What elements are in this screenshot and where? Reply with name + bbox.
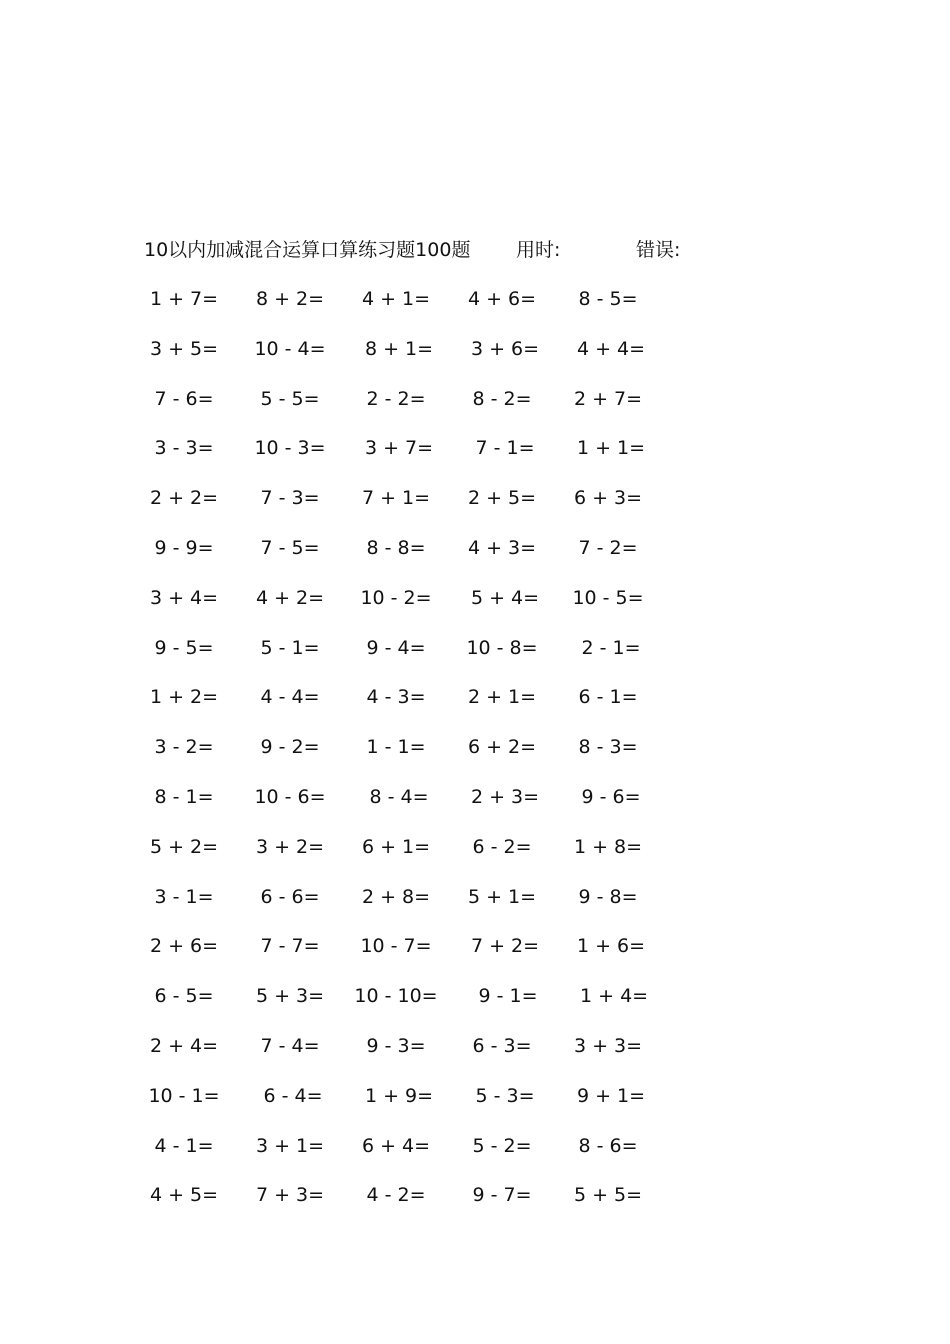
math-problem: 1 + 4=: [567, 985, 649, 1008]
math-problem: 8 - 3=: [578, 736, 638, 759]
math-problem: 10 - 3=: [254, 437, 326, 460]
math-problem: 3 - 1=: [154, 885, 214, 908]
math-problem: 8 - 5=: [578, 288, 638, 310]
math-problem: 7 + 2=: [464, 935, 540, 958]
math-problem: 7 - 3=: [260, 487, 320, 510]
problem-row: [0, 882, 950, 932]
math-problem: 2 + 2=: [149, 487, 219, 510]
math-problem: 3 + 6=: [464, 337, 540, 360]
math-problem: 2 + 3=: [464, 785, 540, 808]
problem-row: [0, 1180, 950, 1230]
math-problem: 3 + 2=: [255, 835, 325, 858]
math-problem: 10 - 6=: [254, 785, 326, 808]
math-problem: 10 - 4=: [254, 337, 326, 360]
problem-row: [0, 1081, 950, 1131]
math-problem: 2 + 1=: [467, 686, 537, 709]
math-problem: 5 + 1=: [467, 885, 537, 908]
problem-row: [0, 583, 950, 633]
math-problem: 5 + 3=: [255, 985, 325, 1008]
math-problem: 2 + 5=: [467, 487, 537, 510]
math-problem: 10 - 7=: [360, 935, 432, 958]
math-problem: 3 - 3=: [154, 437, 214, 460]
problem-row: [0, 732, 950, 782]
problem-row: [0, 433, 950, 483]
math-problem: 5 + 2=: [149, 835, 219, 858]
problem-grid: [0, 284, 950, 1230]
math-problem: 2 - 1=: [575, 636, 641, 659]
problem-row: [0, 981, 950, 1031]
math-problem: 6 + 1=: [361, 835, 431, 858]
math-problem: 1 - 1=: [366, 736, 426, 759]
math-problem: 4 + 1=: [361, 288, 431, 310]
math-problem: 6 - 6=: [260, 885, 320, 908]
math-problem: 6 - 1=: [578, 686, 638, 709]
math-problem: 3 + 3=: [573, 1034, 643, 1057]
math-problem: 9 - 4=: [366, 636, 426, 659]
problem-row: [0, 782, 950, 832]
math-problem: 6 - 5=: [154, 985, 214, 1008]
worksheet-header: [144, 236, 844, 264]
math-problem: 10 - 8=: [466, 636, 538, 659]
math-problem: 10 - 2=: [360, 586, 432, 609]
math-problem: 4 + 2=: [255, 586, 325, 609]
math-problem: 4 + 6=: [467, 288, 537, 310]
math-problem: 7 - 4=: [260, 1034, 320, 1057]
math-problem: 5 + 5=: [573, 1184, 643, 1207]
math-problem: 8 - 8=: [366, 536, 426, 559]
math-problem: 8 - 6=: [578, 1134, 638, 1157]
math-problem: 4 - 1=: [154, 1134, 214, 1157]
math-problem: 8 - 1=: [154, 785, 214, 808]
math-problem: 7 - 5=: [260, 536, 320, 559]
math-problem: 1 + 2=: [149, 686, 219, 709]
math-problem: 7 - 6=: [154, 387, 214, 410]
math-problem: 2 - 2=: [366, 387, 426, 410]
math-problem: 4 - 4=: [260, 686, 320, 709]
math-problem: 4 - 2=: [366, 1184, 426, 1207]
math-problem: 6 - 2=: [472, 835, 532, 858]
math-problem: 2 + 8=: [361, 885, 431, 908]
math-problem: 5 + 4=: [464, 586, 540, 609]
math-problem: 3 + 1=: [255, 1134, 325, 1157]
problem-row: [0, 1131, 950, 1181]
math-problem: 5 - 5=: [260, 387, 320, 410]
math-problem: 4 - 3=: [366, 686, 426, 709]
problem-row: [0, 832, 950, 882]
math-problem: 8 - 4=: [363, 785, 429, 808]
math-problem: 9 - 8=: [578, 885, 638, 908]
math-problem: 9 - 6=: [575, 785, 641, 808]
math-problem: 6 + 2=: [467, 736, 537, 759]
math-problem: 8 - 2=: [472, 387, 532, 410]
math-problem: 7 - 2=: [578, 536, 638, 559]
math-problem: 7 + 1=: [361, 487, 431, 510]
math-problem: 10 - 1=: [148, 1084, 220, 1107]
math-problem: 1 + 9=: [358, 1084, 434, 1107]
math-problem: 2 + 6=: [149, 935, 219, 958]
math-problem: 1 + 8=: [573, 835, 643, 858]
math-problem: 9 - 9=: [154, 536, 214, 559]
worksheet-title: 10以内加减混合运算口算练习题100题: [144, 239, 471, 261]
problem-row: [0, 682, 950, 732]
math-problem: 6 - 3=: [472, 1034, 532, 1057]
math-problem: 3 + 5=: [149, 337, 219, 360]
problem-row: [0, 633, 950, 683]
error-count-label: 错误:: [636, 239, 681, 261]
math-problem: 7 + 3=: [255, 1184, 325, 1207]
math-problem: 1 + 7=: [149, 288, 219, 310]
math-problem: 4 + 5=: [149, 1184, 219, 1207]
math-problem: 9 - 7=: [472, 1184, 532, 1207]
math-problem: 3 + 4=: [149, 586, 219, 609]
math-problem: 2 + 7=: [573, 387, 643, 410]
math-problem: 10 - 10=: [354, 985, 438, 1008]
math-problem: 4 + 4=: [570, 337, 646, 360]
math-problem: 9 - 2=: [260, 736, 320, 759]
math-problem: 7 - 7=: [260, 935, 320, 958]
problem-row: [0, 284, 950, 334]
math-problem: 1 + 6=: [570, 935, 646, 958]
math-problem: 9 + 1=: [570, 1084, 646, 1107]
math-problem: 9 - 3=: [366, 1034, 426, 1057]
math-problem: 6 - 4=: [257, 1084, 323, 1107]
problem-row: [0, 1031, 950, 1081]
math-problem: 3 - 2=: [154, 736, 214, 759]
time-used-label: 用时:: [516, 239, 561, 261]
problem-row: [0, 334, 950, 384]
math-problem: 5 - 1=: [260, 636, 320, 659]
math-problem: 10 - 5=: [572, 586, 644, 609]
math-problem: 4 + 3=: [467, 536, 537, 559]
math-problem: 5 - 2=: [472, 1134, 532, 1157]
math-problem: 7 - 1=: [469, 437, 535, 460]
problem-row: [0, 483, 950, 533]
math-problem: 8 + 1=: [358, 337, 434, 360]
math-problem: 3 + 7=: [358, 437, 434, 460]
math-problem: 8 + 2=: [255, 288, 325, 310]
problem-row: [0, 533, 950, 583]
math-problem: 9 - 5=: [154, 636, 214, 659]
math-problem: 5 - 3=: [469, 1084, 535, 1107]
problem-row: [0, 931, 950, 981]
math-problem: 2 + 4=: [149, 1034, 219, 1057]
math-problem: 6 + 3=: [573, 487, 643, 510]
math-problem: 6 + 4=: [361, 1134, 431, 1157]
math-problem: 1 + 1=: [570, 437, 646, 460]
problem-row: [0, 384, 950, 434]
math-problem: 9 - 1=: [466, 985, 538, 1008]
